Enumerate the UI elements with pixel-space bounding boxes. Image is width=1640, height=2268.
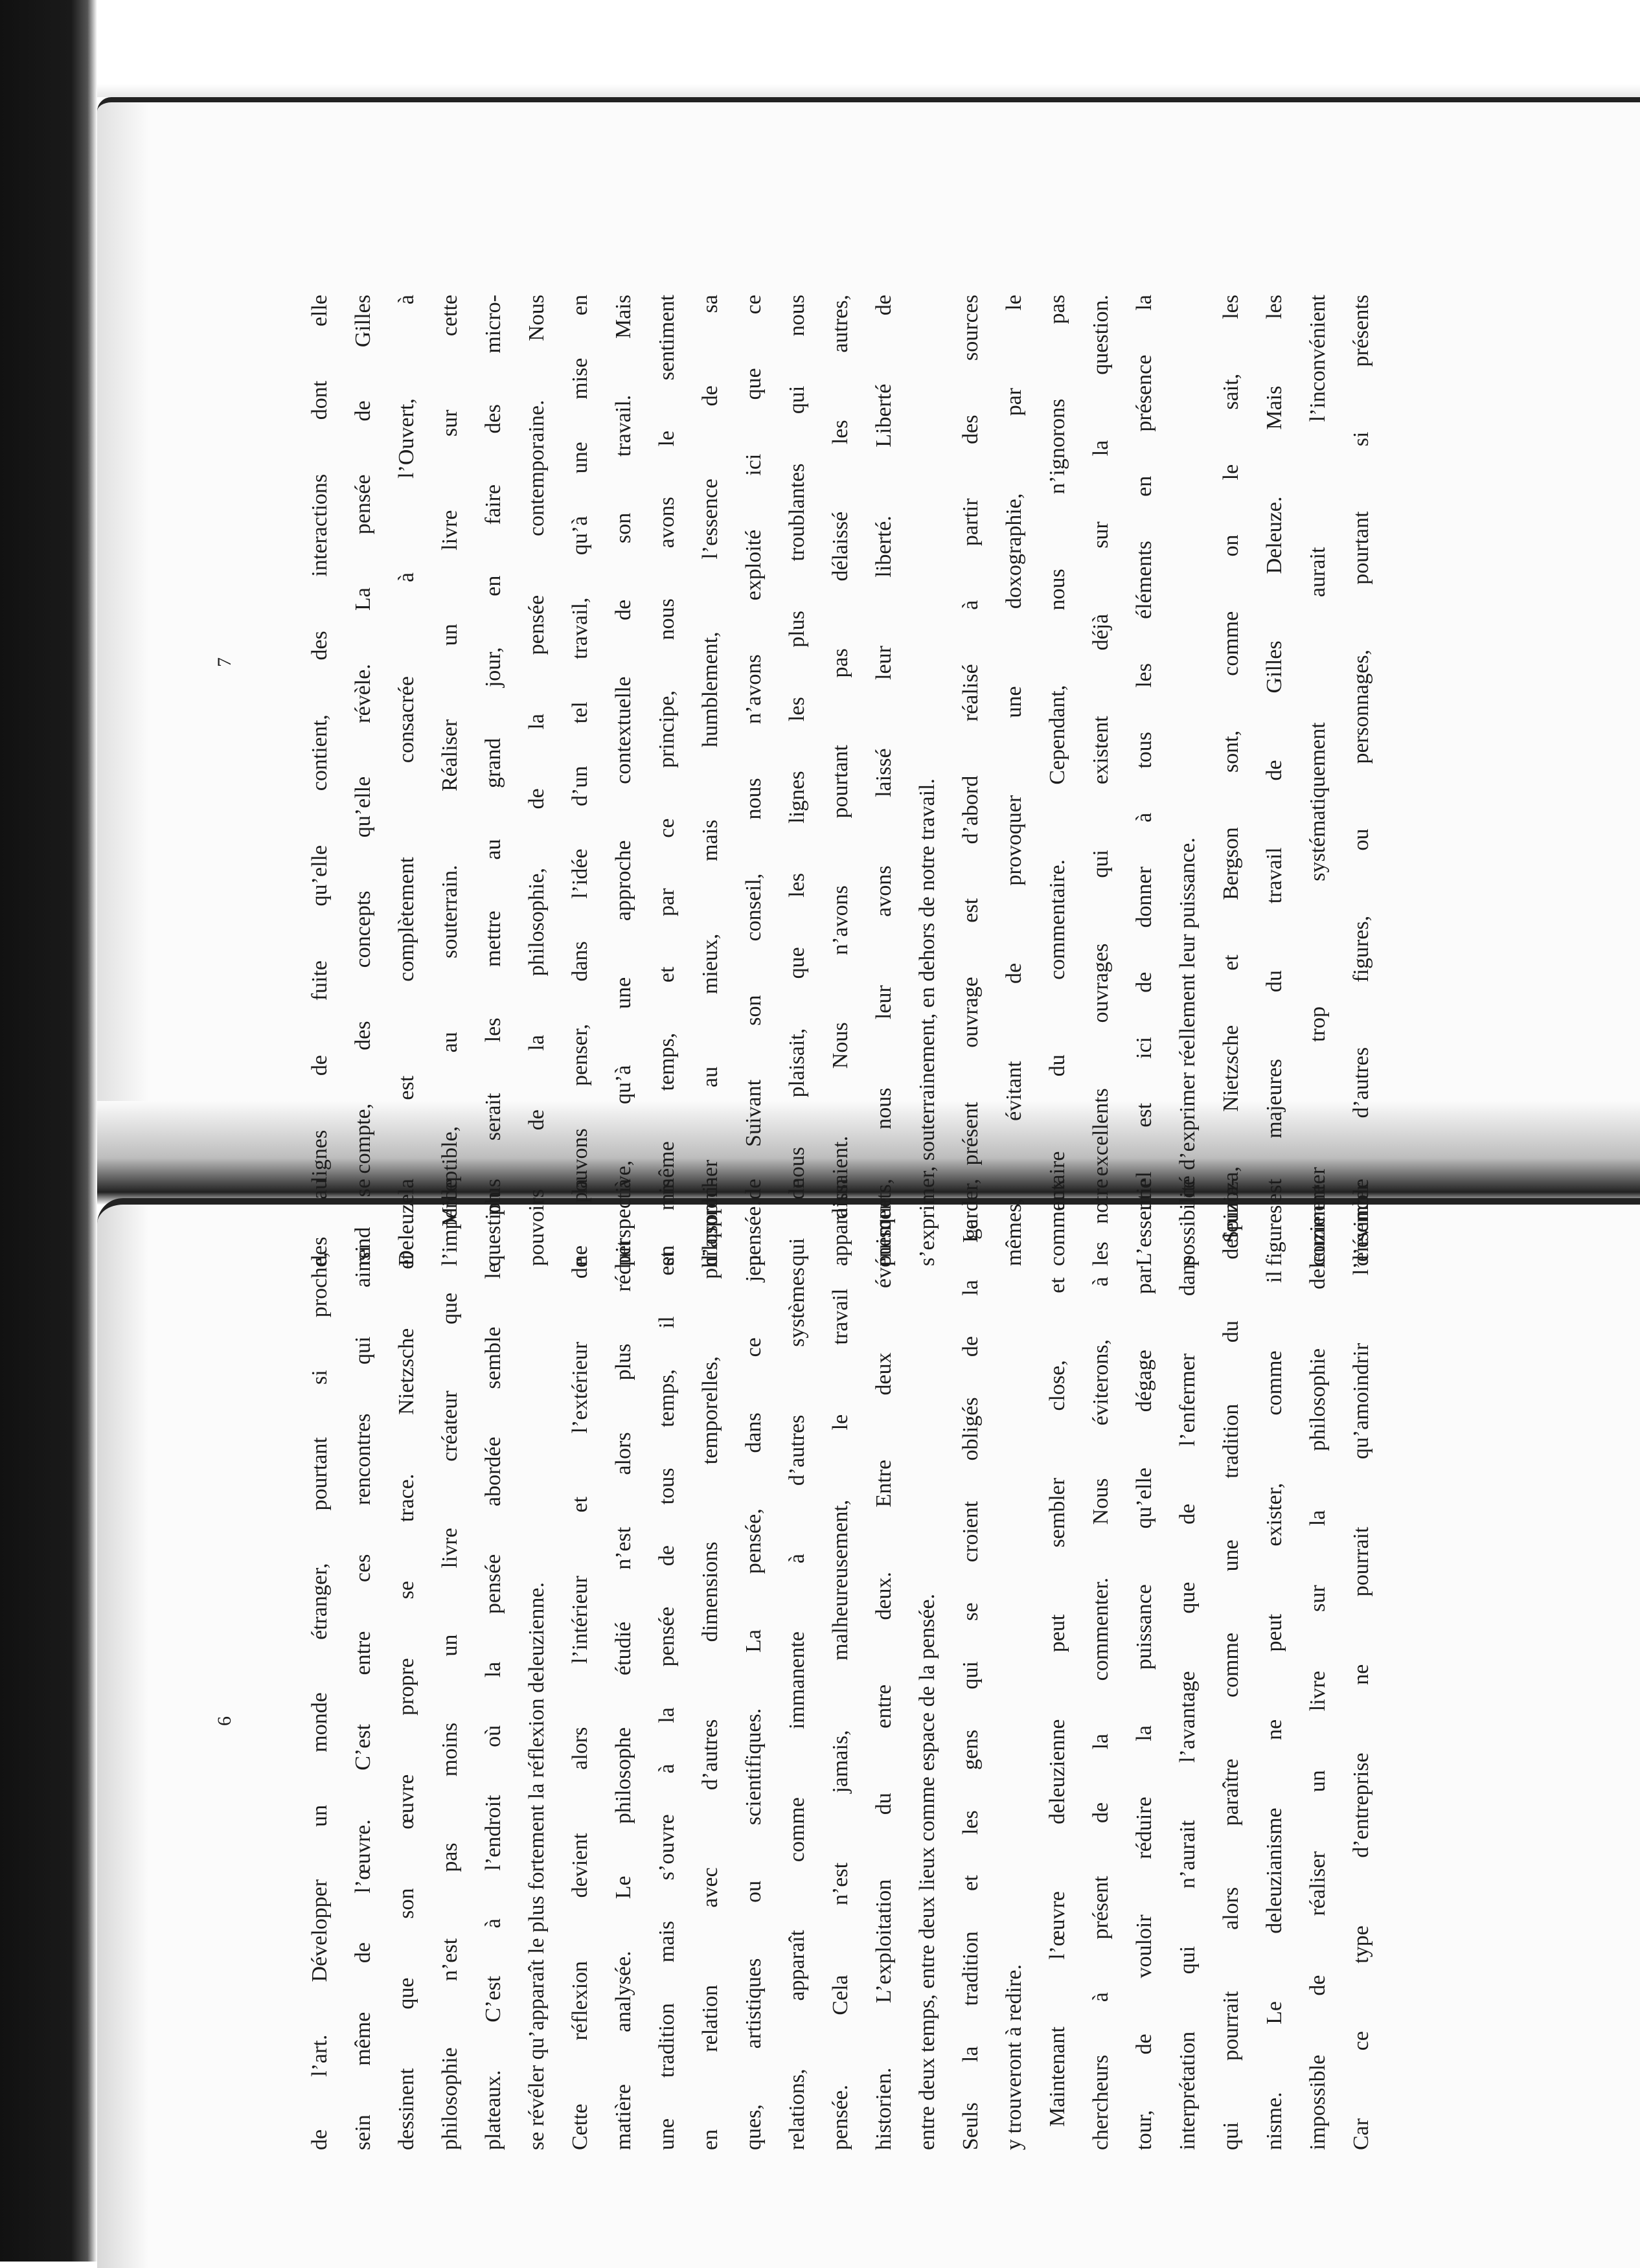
text-line: philosophie n’est pas moins un livre créateur que Mille bbox=[438, 1179, 462, 2150]
text-line: question serait les mettre au grand jour, en faire des micro- bbox=[481, 295, 505, 1266]
text-line: relations, apparaît comme immanente à d’autres systèmes de bbox=[785, 1179, 809, 2150]
text-line: chercheurs à présent de la commenter. Nous éviterons, à notre bbox=[1089, 1179, 1113, 2150]
text-line: Car ce type d’entreprise ne pourrait qu’amoindrir l’ensemble bbox=[1349, 1179, 1373, 2150]
text-line: commentaire du commentaire. Cependant, nous n’ignorons pas bbox=[1045, 295, 1069, 1266]
text-line: qui pourrait alors paraître comme une tradition du deleuzia- bbox=[1219, 1179, 1243, 2150]
text-line: y trouveront à redire. bbox=[1002, 1964, 1026, 2150]
text-line: en relation avec d’autres dimensions temporelles, philosophi- bbox=[698, 1179, 722, 2150]
text-line: une tradition mais s’ouvre à la pensée de tous temps, il est mis bbox=[655, 1179, 679, 2150]
text-line: matière analysée. Le philosophe étudié n’est alors plus réduit à bbox=[611, 1179, 635, 2150]
text-line: l’imperceptible, au souterrain. Réaliser un livre sur cette bbox=[438, 295, 462, 1266]
text-line: des lignes de fuite qu’elle contient, des interactions dont elle bbox=[308, 295, 332, 1266]
text-line: plateaux. C’est à l’endroit où la pensée abordée semble le plus bbox=[481, 1179, 505, 2150]
scanner-edge bbox=[0, 0, 97, 2262]
text-line: Cette réflexion devient alors l’intérieur et l’extérieur de la bbox=[568, 1179, 592, 2150]
text-line: pouvoirs de la philosophie, de la pensée contemporaine. Nous bbox=[525, 295, 549, 1266]
text-line: se révéler qu’apparaît le plus fortement la réflexion deleuzienne. bbox=[525, 1582, 549, 2150]
text-line: pensée. Cela n’est jamais, malheureusement, le travail d’un bbox=[828, 1179, 852, 2150]
text-line: L’essentiel est ici de donner à tous les éléments en présence la bbox=[1132, 295, 1156, 1266]
left-page-text bbox=[298, 1179, 1383, 2150]
text-line: entre deux temps, entre deux lieux comme espace de la pensée. bbox=[915, 1593, 939, 2150]
text-line: ques, artistiques ou scientifiques. La pensée, dans ce jeu de bbox=[742, 1179, 766, 2150]
text-line: Le présent ouvrage est d’abord réalisé à partir des sources bbox=[959, 295, 983, 1243]
text-line: figures majeures du travail de Gilles Deleuze. Mais les bbox=[1262, 295, 1286, 1266]
text-line: qui nous plaisait, que les lignes les plus troublantes qui nous bbox=[785, 295, 809, 1266]
text-line: puisque nous leur avons laissé leur liberté. Liberté de bbox=[872, 295, 896, 1266]
scan-margin-top bbox=[97, 0, 1640, 97]
text-line: s’exprimer, souterrainement, en dehors de notre travail. bbox=[915, 778, 939, 1266]
page-number-right: 7 bbox=[214, 657, 235, 667]
page-number-left: 6 bbox=[214, 1716, 235, 1726]
text-line: mêmes, évitant de provoquer une doxographie, par le bbox=[1002, 295, 1026, 1266]
text-line: apparaissaient. Nous n’avons pourtant pas délaissé les autres, bbox=[828, 295, 852, 1266]
text-line: dessinent que son œuvre propre se trace. Nietzsche et la bbox=[394, 1179, 418, 2150]
text-line: d’évincer d’autres figures, ou personnages, pourtant si présents bbox=[1349, 295, 1373, 1266]
text-line: Deleuze est complètement consacrée à l’Ouvert, à bbox=[394, 295, 418, 1266]
text-line: d’approcher au mieux, mais humblement, l’essence de sa bbox=[698, 295, 722, 1266]
text-line: Maintenant l’œuvre deleuzienne peut sembler close, et aux bbox=[1045, 1179, 1069, 2127]
text-line: en même temps, et par ce principe, nous avons le sentiment bbox=[655, 295, 679, 1266]
text-line: impossible de réaliser un livre sur la philosophie deleuzienne. bbox=[1306, 1179, 1330, 2150]
text-line: les excellents ouvrages qui existent déjà sur la question. bbox=[1089, 295, 1113, 1266]
text-line: Spinoza, Nietzsche et Bergson sont, comme on le sait, les bbox=[1219, 295, 1243, 1243]
text-line: ne pouvons penser, dans l’idée d’un tel travail, qu’à une mise en bbox=[568, 295, 592, 1266]
text-line: pensée. Suivant son conseil, nous n’avons exploité ici que ce bbox=[742, 295, 766, 1266]
text-line: Seuls la tradition et les gens qui se croient obligés de la garder, bbox=[959, 1179, 983, 2150]
text-line: interprétation qui n’aurait l’avantage que de l’enfermer dans ce bbox=[1176, 1179, 1200, 2150]
text-line: historien. L’exploitation du entre deux. Entre deux événements, bbox=[872, 1179, 896, 2150]
text-line: commenter trop systématiquement aurait l’inconvénient bbox=[1306, 295, 1330, 1266]
text-line: tour, de vouloir réduire la puissance qu’elle dégage par une bbox=[1132, 1179, 1156, 2150]
text-line: rend compte, des concepts qu’elle révèle. La pensée de Gilles bbox=[351, 295, 375, 1266]
text-line: sein même de l’œuvre. C’est entre ces rencontres qui ainsi se bbox=[351, 1179, 375, 2150]
text-line: possibilité d’exprimer réellement leur puissance. bbox=[1176, 837, 1200, 1266]
text-line: nisme. Le deleuzianisme ne peut exister, comme il est bbox=[1262, 1179, 1286, 2150]
text-line: perspective, qu’à une approche contextuelle de son travail. Mais bbox=[611, 295, 635, 1266]
right-page-text bbox=[298, 295, 1383, 1266]
text-line: de l’art. Développer un monde étranger, pourtant si proche, au bbox=[308, 1179, 332, 2150]
